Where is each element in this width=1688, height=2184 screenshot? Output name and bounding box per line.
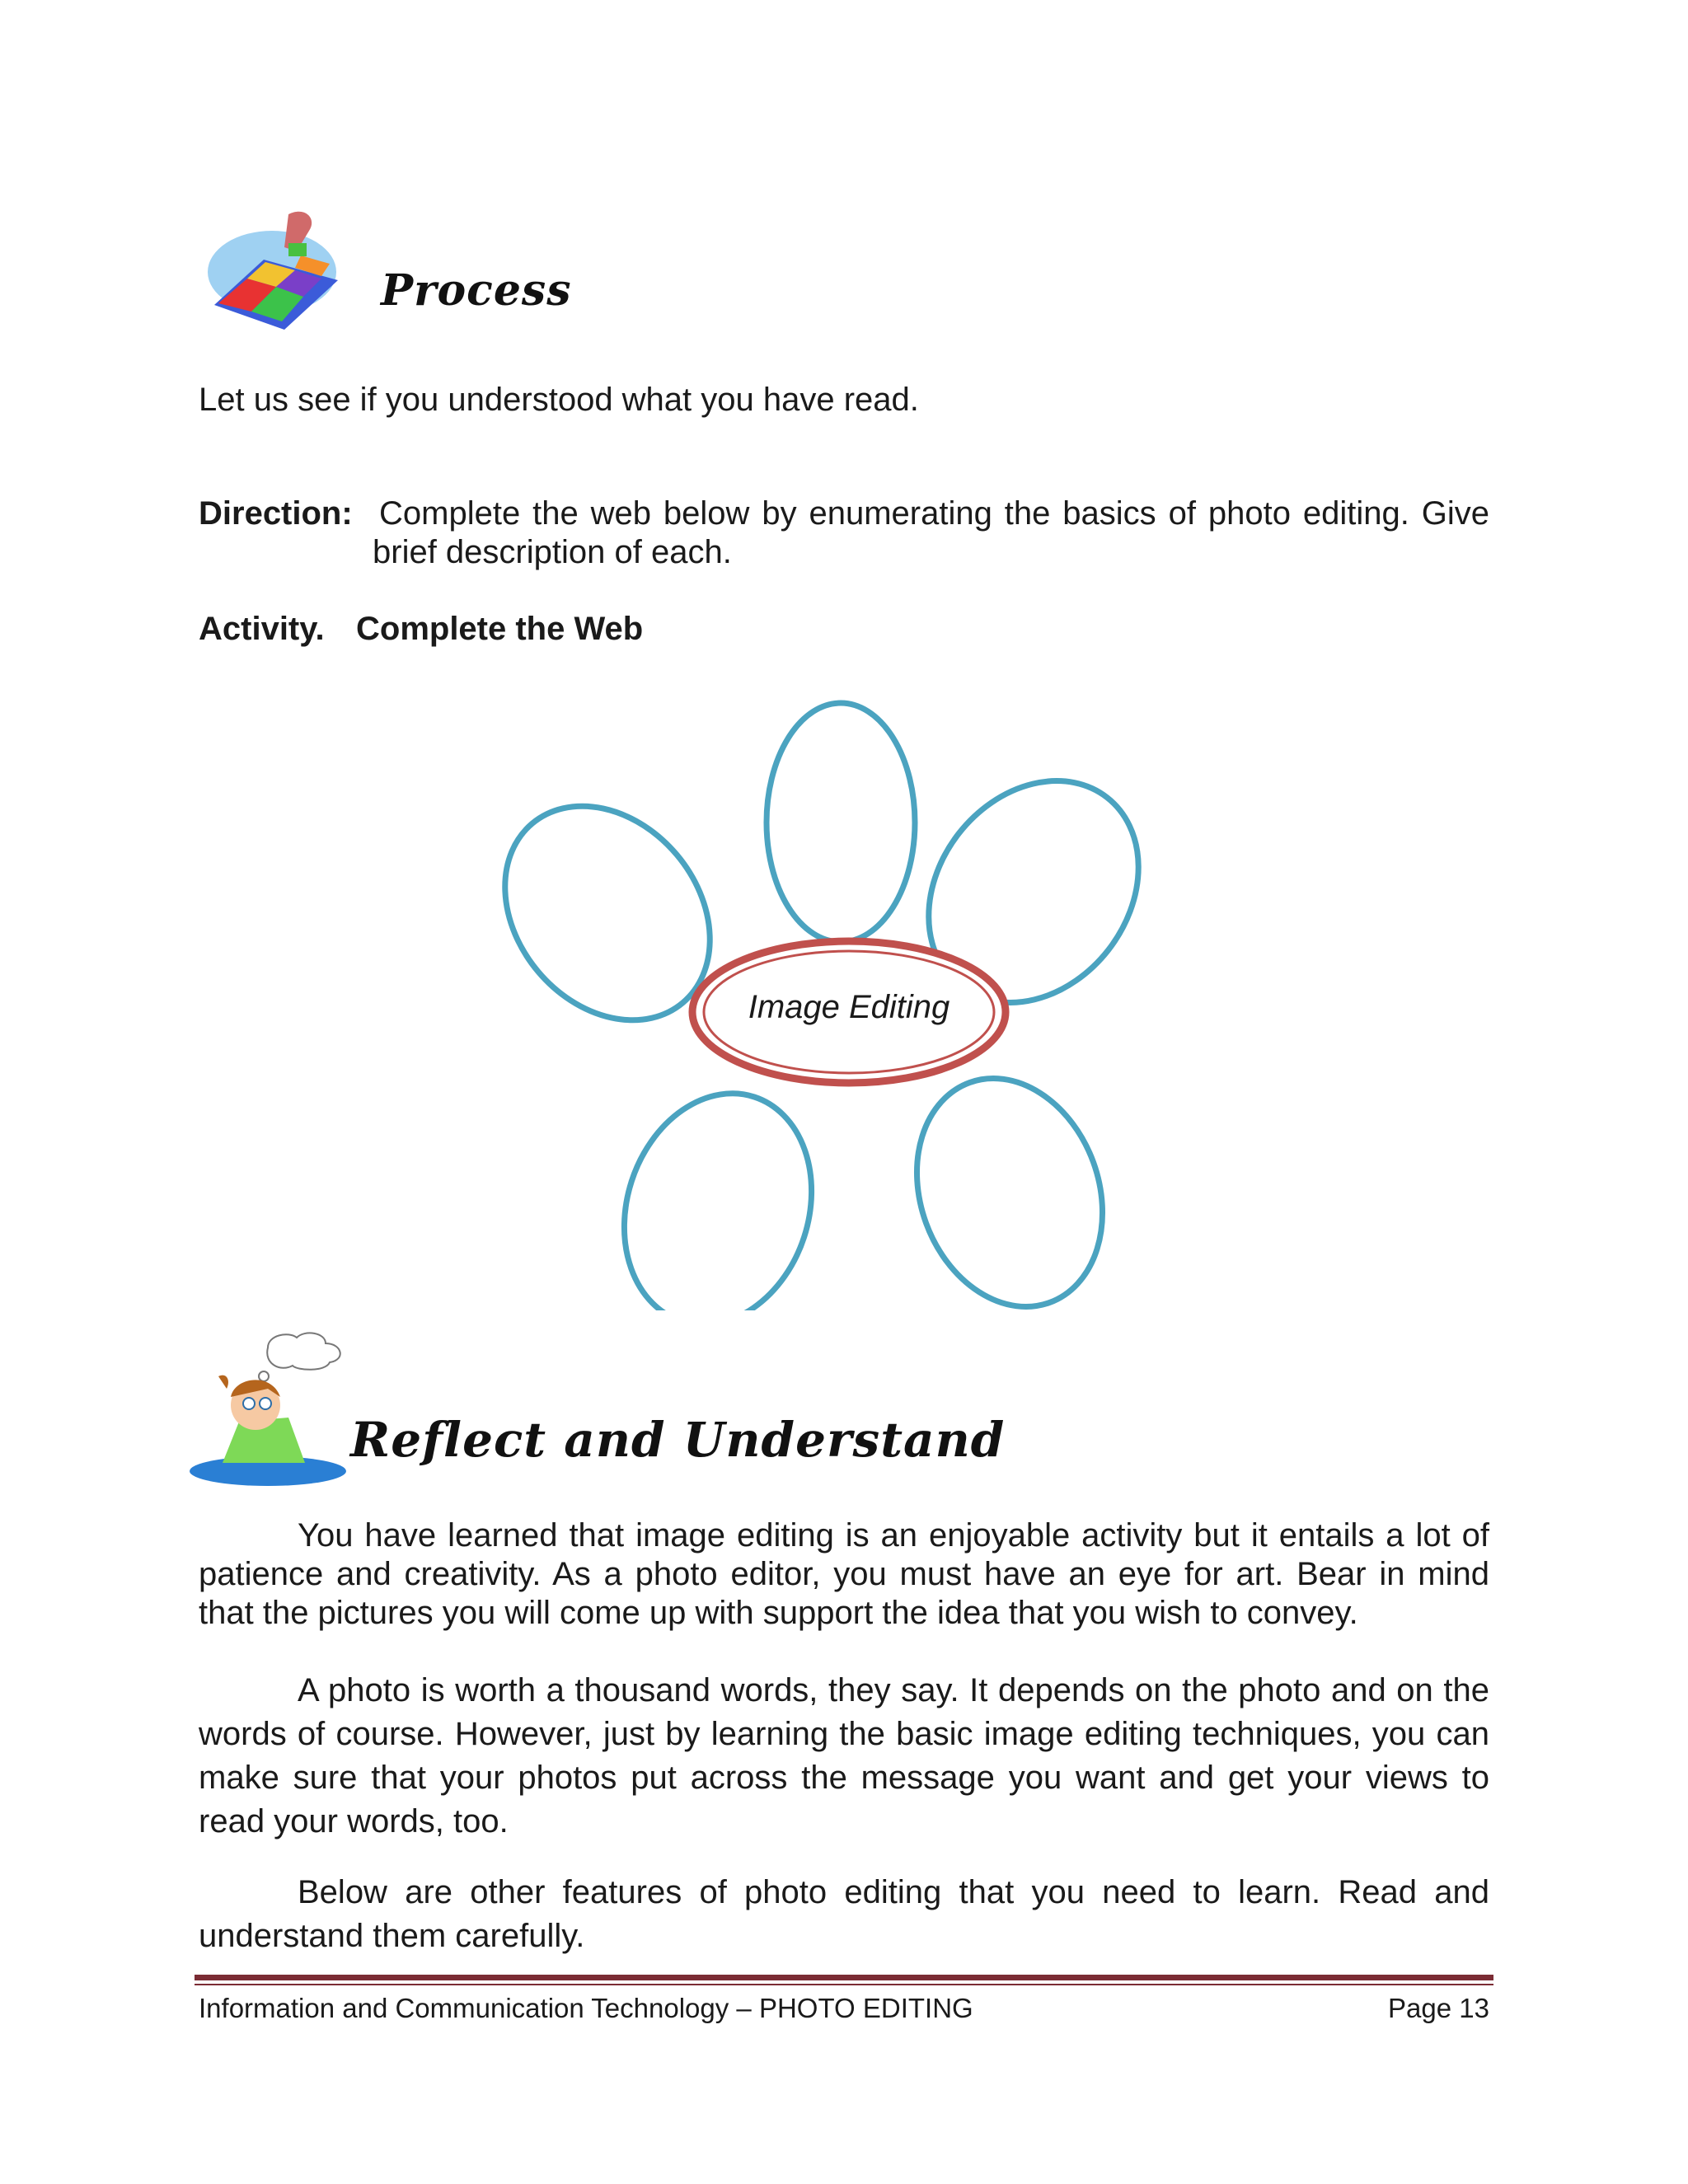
process-heading: Process (381, 265, 572, 316)
direction-text: Complete the web below by enumerating the basics of photo editing. Give brief description of each. (373, 495, 1489, 570)
process-intro: Let us see if you understood what you have read. (199, 382, 919, 418)
process-clipart (206, 206, 350, 338)
direction-label: Direction: (199, 495, 353, 532)
web-center-label: Image Editing (748, 989, 950, 1025)
footer-page-number: Page 13 (1388, 1993, 1489, 2023)
reflect-heading: Reflect and Understand (350, 1412, 1006, 1468)
reflect-clipart (190, 1331, 354, 1488)
footer-rule-thin (195, 1984, 1493, 1985)
web-petal-lower-left[interactable] (595, 1069, 841, 1310)
activity-label: Activity. (199, 611, 325, 647)
web-petal-lower-right[interactable] (886, 1052, 1133, 1310)
reflect-paragraph-3: Below are other features of photo editing that you need to learn. Read and understand them carefully. (199, 1874, 1489, 1954)
footer-left: Information and Communication Technology – PHOTO EDITING (199, 1993, 973, 2023)
thinking-girl-icon (190, 1331, 354, 1488)
puzzle-hand-icon (206, 206, 350, 338)
web-petal-top[interactable] (767, 703, 915, 942)
reflect-paragraph-2: A photo is worth a thousand words, they say. It depends on the photo and on the words of course. However, just by learning the basic image editing techniques, you can make sure that your photos put across the message you want and get your views to read your words, too. (199, 1672, 1489, 1840)
reflect-paragraph-1: You have learned that image editing is an enjoyable activity but it entails a lot of patience and creativity. As a photo editor, you must have an eye for art. Bear in mind that the pictures you will come up with support the idea that you wish to convey. (199, 1517, 1489, 1631)
footer-rule (195, 1975, 1493, 1980)
activity-title: Complete the Web (356, 611, 644, 647)
